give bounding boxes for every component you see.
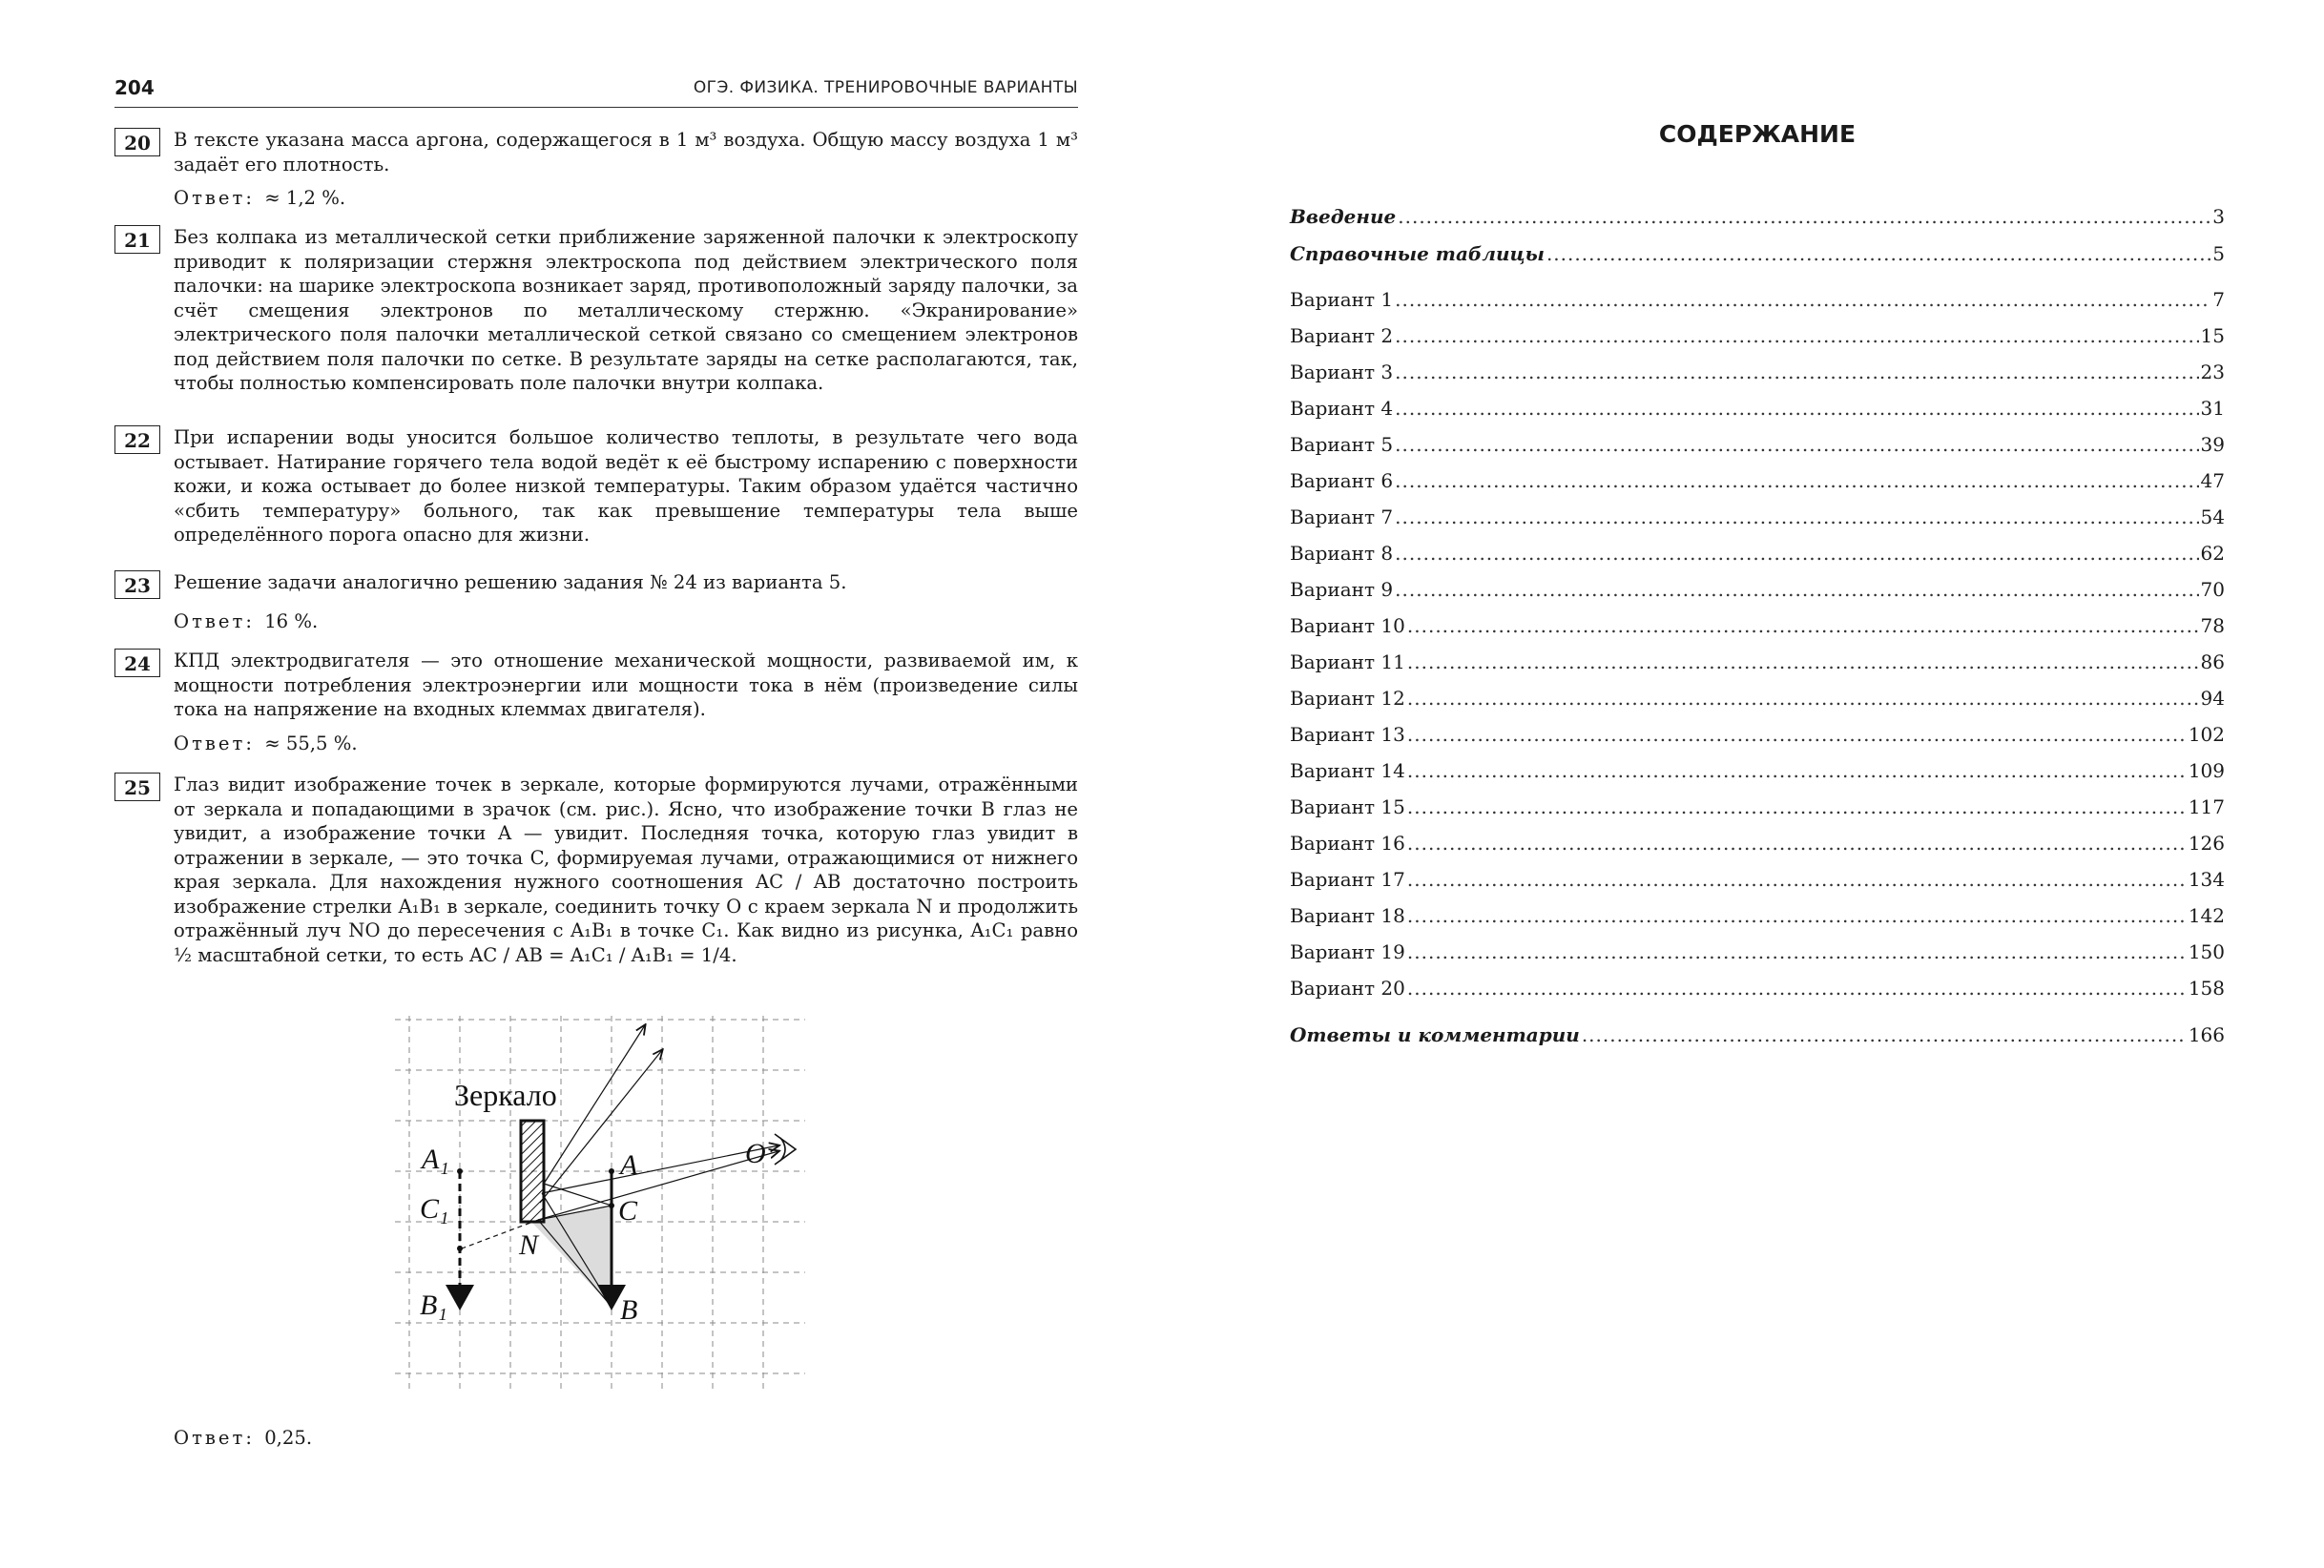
toc-entry: [1290, 903, 2225, 928]
running-title: ОГЭ. ФИЗИКА. ТРЕНИРОВОЧНЫЕ ВАРИАНТЫ: [693, 78, 1078, 97]
eye-icon: [775, 1134, 796, 1165]
grid: [395, 1016, 805, 1393]
toc-leader-dots: [1395, 577, 2198, 602]
answer-23: [174, 610, 318, 632]
toc-entry: [1290, 939, 2225, 964]
toc-entry-page: 47: [2200, 469, 2225, 492]
mirror: [521, 1121, 544, 1222]
toc-leader-dots: [1395, 360, 2198, 384]
toc-entry: [1290, 360, 2225, 384]
toc-leader-dots: [1407, 650, 2199, 674]
task-text: Решение задачи аналогично решению задания № 24 из варианта 5.: [174, 571, 847, 593]
toc-leader-dots: [1395, 541, 2198, 566]
toc-entry: [1290, 867, 2225, 892]
toc-entry-label: Вариант 8: [1290, 542, 1394, 565]
task-text: В тексте указана масса аргона, содержащегося в 1 м³ воздуха. Общую массу воздуха 1 м³ задаёт его плотность.: [174, 129, 1078, 175]
toc-entry-page: 31: [2200, 397, 2225, 420]
toc-entry-label: Вариант 4: [1290, 397, 1394, 420]
toc-entry-label: Вариант 9: [1290, 578, 1394, 601]
toc-entry-label: Ответы и комментарии: [1290, 1023, 1580, 1046]
toc-entry-label: Вариант 19: [1290, 940, 1405, 963]
running-head: [114, 74, 1078, 108]
toc-entry-label: Введение: [1290, 205, 1397, 228]
toc-leader-dots: [1407, 613, 2199, 638]
answer-value: 0,25.: [264, 1427, 313, 1449]
toc-entry: [1290, 323, 2225, 348]
toc-leader-dots: [1407, 794, 2187, 819]
toc-entry: [1290, 976, 2225, 1001]
toc-leader-dots: [1395, 323, 2198, 348]
toc-entry-page: 109: [2188, 759, 2225, 782]
task-text: Глаз видит изображение точек в зеркале, которые формируются лучами, отражёнными от зеркала и попадающими в зрачок (см. рис.). Ясно, что изображение точки B глаз не увидит, а изображение точки A — увидит. Последняя точка, которую глаз увидит в отражении в зеркале, — это точка C, формируемая лучами, отражающимися от нижнего края зеркала. Для нахождения нужного соотношения AC / AB достаточно построить изображение стрелки A₁B₁ в зеркале, соединить точку O с краем зеркала N и продолжить отражённый луч NO до пересечения с A₁B₁ в точке C₁. Как видно из рисунка, A₁C₁ равно ½ масштабной сетки, то есть AC / AB = A₁C₁ / A₁B₁ = 1/4.: [174, 774, 1078, 966]
task-number: 23: [114, 570, 160, 599]
toc-leader-dots: [1546, 241, 2210, 266]
mirror-label: Зеркало: [454, 1078, 557, 1112]
label-b: B: [620, 1294, 638, 1326]
toc-entry-label: Вариант 20: [1290, 977, 1405, 1000]
task-number: 25: [114, 773, 160, 801]
toc-entry-page: 94: [2200, 687, 2225, 710]
label-c1: C₁: [420, 1193, 449, 1225]
toc-leader-dots: [1407, 722, 2187, 747]
toc-entry: [1290, 241, 2225, 266]
toc-leader-dots: [1395, 396, 2198, 421]
toc-entry-label: Вариант 5: [1290, 433, 1394, 456]
toc-entry: [1290, 468, 2225, 493]
label-n: N: [519, 1229, 539, 1261]
toc-leader-dots: [1407, 976, 2187, 1001]
toc-entry-page: 7: [2212, 288, 2225, 311]
toc-entry-label: Вариант 18: [1290, 904, 1405, 927]
toc-entry-page: 15: [2200, 324, 2225, 347]
toc-entry: [1290, 831, 2225, 856]
toc-leader-dots: [1407, 686, 2199, 711]
task-number: 24: [114, 649, 160, 677]
toc-entry-label: Вариант 12: [1290, 687, 1405, 710]
toc-entry-page: 3: [2212, 205, 2225, 228]
answer-label: Ответ:: [174, 187, 255, 209]
toc-entry: [1290, 577, 2225, 602]
toc-entry-page: 5: [2212, 242, 2225, 265]
left-page: [114, 74, 1078, 1543]
toc-leader-dots: [1582, 1022, 2187, 1047]
toc-entry-label: Вариант 2: [1290, 324, 1394, 347]
answer-label: Ответ:: [174, 1427, 255, 1449]
toc-entry-label: Вариант 11: [1290, 650, 1405, 673]
answer-label: Ответ:: [174, 732, 255, 754]
toc-entry-page: 23: [2200, 361, 2225, 383]
toc-entry-label: Вариант 17: [1290, 868, 1405, 891]
toc-title: СОДЕРЖАНИЕ: [1658, 120, 1857, 148]
answer-25: [174, 1427, 312, 1449]
toc-entry: [1290, 505, 2225, 529]
toc-leader-dots: [1395, 432, 2198, 457]
toc-entry: [1290, 287, 2225, 312]
answer-value: ≈ 1,2 %.: [264, 187, 346, 209]
toc-entry-page: 158: [2188, 977, 2225, 1000]
toc-entry: [1290, 396, 2225, 421]
toc-entry-page: 39: [2200, 433, 2225, 456]
page-number: 204: [114, 76, 155, 99]
toc-entry-page: 134: [2188, 868, 2225, 891]
mirror-diagram: [385, 1016, 805, 1397]
toc-leader-dots: [1407, 831, 2187, 856]
toc-entry-page: 166: [2188, 1023, 2225, 1046]
answer-20: [174, 187, 345, 209]
toc-leader-dots: [1398, 204, 2210, 229]
toc-entry-page: 117: [2188, 795, 2225, 818]
toc-entry: [1290, 613, 2225, 638]
toc-entry: [1290, 650, 2225, 674]
toc-entry-page: 126: [2188, 832, 2225, 855]
label-o: O: [745, 1138, 766, 1169]
task-number: 21: [114, 225, 160, 254]
toc-entry-label: Вариант 13: [1290, 723, 1405, 746]
toc-entry: [1290, 686, 2225, 711]
toc-entry-page: 150: [2188, 940, 2225, 963]
toc-entry: [1290, 758, 2225, 783]
answer-24: [174, 732, 358, 754]
toc-entry: [1290, 722, 2225, 747]
toc-entry-label: Справочные таблицы: [1290, 242, 1545, 265]
toc-entry-label: Вариант 7: [1290, 505, 1394, 528]
toc-entry: [1290, 794, 2225, 819]
toc-leader-dots: [1407, 758, 2187, 783]
toc-entry: [1290, 541, 2225, 566]
toc-entry-page: 102: [2188, 723, 2225, 746]
label-a: A: [620, 1149, 638, 1181]
toc-entry-label: Вариант 1: [1290, 288, 1394, 311]
toc-entry-label: Вариант 14: [1290, 759, 1405, 782]
toc-leader-dots: [1407, 903, 2187, 928]
toc-entry-page: 78: [2200, 614, 2225, 637]
toc-entry: [1290, 1022, 2225, 1047]
task-number: 20: [114, 128, 160, 156]
toc-entry-label: Вариант 10: [1290, 614, 1405, 637]
toc-entry-page: 62: [2200, 542, 2225, 565]
toc-entry-page: 86: [2200, 650, 2225, 673]
toc-leader-dots: [1407, 867, 2187, 892]
toc-entry-page: 70: [2200, 578, 2225, 601]
answer-label: Ответ:: [174, 610, 255, 632]
toc-entry-label: Вариант 16: [1290, 832, 1405, 855]
toc-entry: [1290, 204, 2225, 229]
toc-entry-page: 142: [2188, 904, 2225, 927]
task-text: Без колпака из металлической сетки приближение заряженной палочки к электроскопу приводит к поляризации стержня электроскопа под действием электрического поля палочки: на шарике электроскопа возникает заряд, противоположный заряду палочки, за счёт смещения электронов по металлическому стержню. «Экранирование» электрического поля палочки металлической сеткой связано со смещением электронов под действием поля палочки по сетке. В результате заряды на сетке располагаются, так, чтобы полностью компенсировать поле палочки внутри колпака.: [174, 226, 1078, 394]
toc-entry-label: Вариант 15: [1290, 795, 1405, 818]
task-text: КПД электродвигателя — это отношение механической мощности, развиваемой им, к мощности потребления электроэнергии или мощности тока в нём (произведение силы тока на напряжение на входных клеммах двигателя).: [174, 650, 1078, 720]
toc-entry: [1290, 432, 2225, 457]
toc-entry-label: Вариант 3: [1290, 361, 1394, 383]
task-text: При испарении воды уносится большое количество теплоты, в результате чего вода остывает. Натирание горячего тела водой ведёт к её быстрому испарению с поверхности кожи, и кожа остывает до более низкой температуры. Таким образом удаётся частично «сбить температуру» больного, так как превышение температуры тела выше определённого порога опасно для жизни.: [174, 426, 1078, 546]
label-a1: A₁: [422, 1144, 449, 1175]
toc-leader-dots: [1395, 468, 2198, 493]
toc-leader-dots: [1395, 505, 2198, 529]
label-c: C: [618, 1195, 638, 1227]
toc-leader-dots: [1407, 939, 2187, 964]
toc-entry-page: 54: [2200, 505, 2225, 528]
answer-value: ≈ 55,5 %.: [264, 732, 358, 754]
label-b1: B₁: [420, 1289, 447, 1321]
answer-value: 16 %.: [264, 610, 319, 632]
toc-entry-label: Вариант 6: [1290, 469, 1394, 492]
toc-leader-dots: [1395, 287, 2210, 312]
task-number: 22: [114, 425, 160, 454]
right-page: [1290, 95, 2225, 1526]
